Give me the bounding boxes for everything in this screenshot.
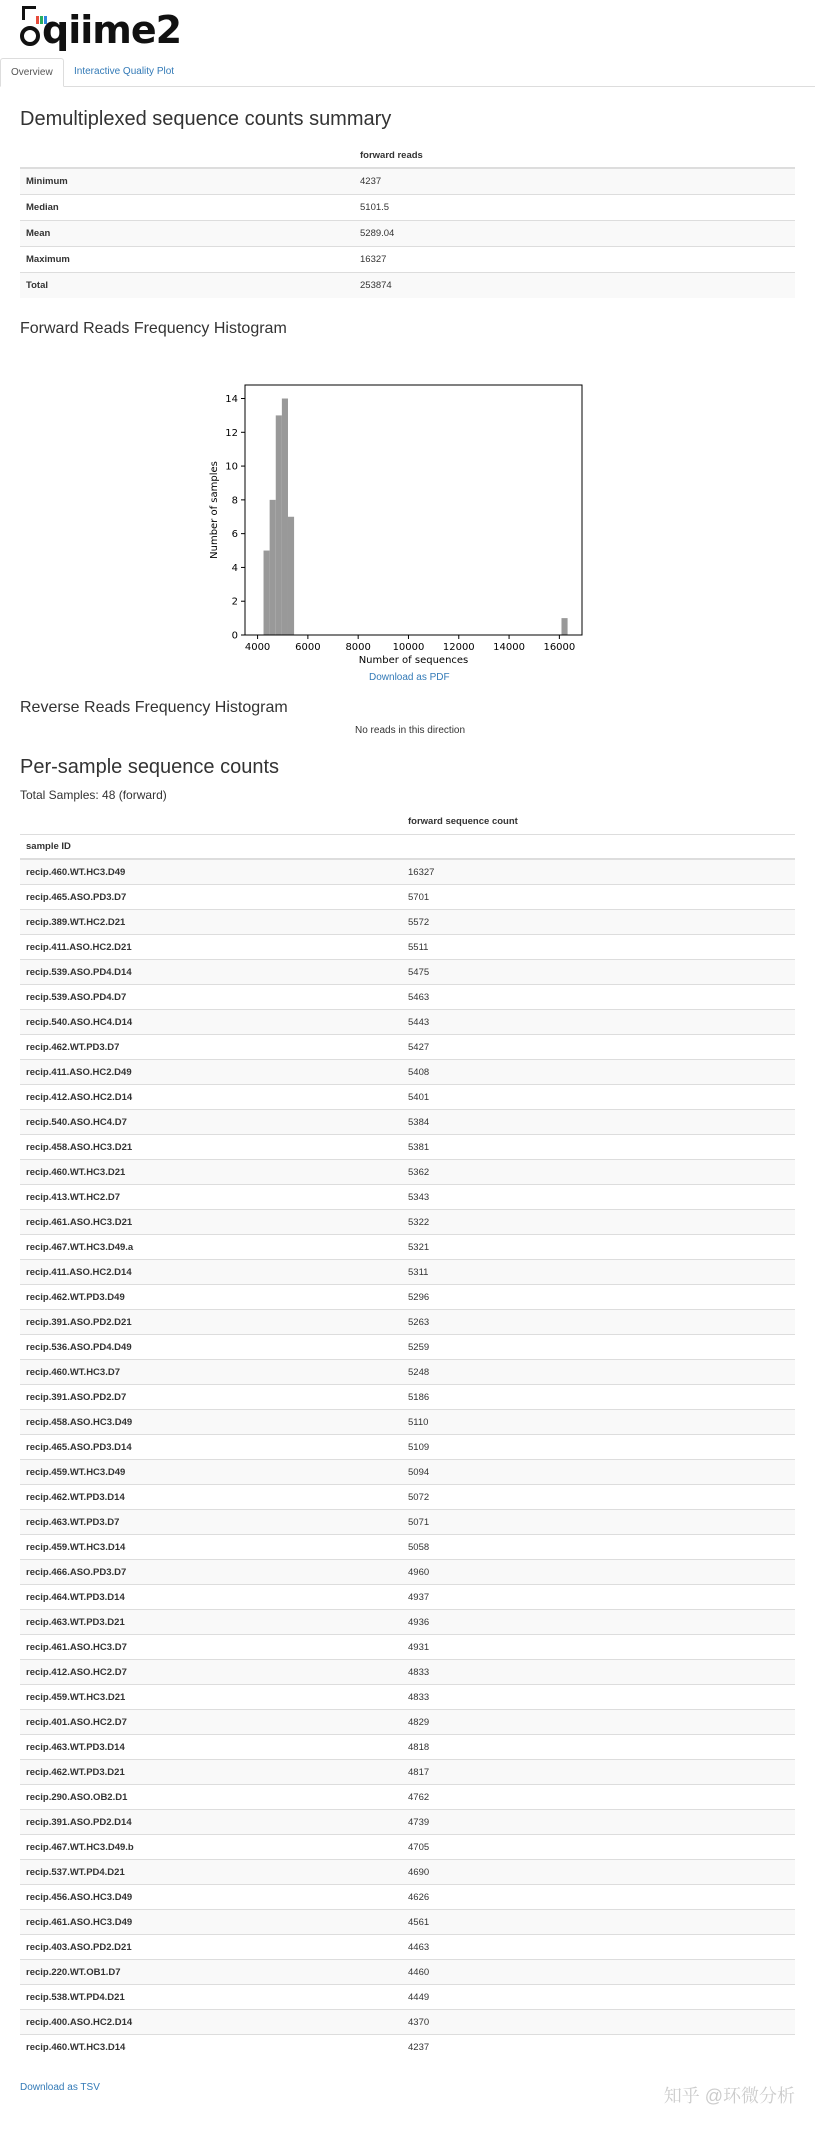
- sample-count-cell: 5311: [402, 1260, 795, 1285]
- sample-count-cell: 5071: [402, 1510, 795, 1535]
- sample-count-cell: 5427: [402, 1035, 795, 1060]
- table-row: [20, 1460, 795, 1485]
- table-row: [20, 1285, 795, 1310]
- sample-count-cell: 5381: [402, 1135, 795, 1160]
- sample-count-cell: 4463: [402, 1935, 795, 1960]
- table-row: [20, 935, 795, 960]
- no-reads-note: No reads in this direction: [355, 725, 466, 736]
- sample-id-cell: recip.461.ASO.HC3.D21: [20, 1210, 402, 1235]
- table-row: [20, 1985, 795, 2010]
- sample-id-cell: recip.464.WT.PD3.D14: [20, 1585, 402, 1610]
- sample-count-cell: 5321: [402, 1235, 795, 1260]
- sample-count-cell: 4460: [402, 1960, 795, 1985]
- sample-count-cell: 5701: [402, 885, 795, 910]
- sample-count-cell: 5408: [402, 1060, 795, 1085]
- table-row: [20, 2010, 795, 2035]
- sample-count-cell: 4817: [402, 1760, 795, 1785]
- summary-row: [20, 168, 795, 195]
- y-tick-label: 8: [231, 495, 238, 507]
- total-samples: [20, 788, 167, 802]
- sample-count-cell: 4960: [402, 1560, 795, 1585]
- table-row: [20, 1660, 795, 1685]
- tab-bar: [0, 58, 815, 87]
- tab-overview[interactable]: Overview: [0, 58, 64, 87]
- summary-table: [20, 143, 795, 298]
- sample-count-cell: 5248: [402, 1360, 795, 1385]
- sample-count-cell: 5572: [402, 910, 795, 935]
- sample-count-cell: 5362: [402, 1160, 795, 1185]
- sample-id-cell: recip.389.WT.HC2.D21: [20, 910, 402, 935]
- summary-column-header: forward reads: [354, 143, 795, 168]
- table-row: [20, 1610, 795, 1635]
- x-tick-label: 6000: [295, 642, 321, 653]
- logo-text: qiime2: [42, 8, 182, 52]
- table-row: [20, 1035, 795, 1060]
- sample-count-cell: 4762: [402, 1785, 795, 1810]
- sample-id-cell: recip.456.ASO.HC3.D49: [20, 1885, 402, 1910]
- sample-count-cell: 4833: [402, 1660, 795, 1685]
- tab-interactive-quality-plot[interactable]: Interactive Quality Plot: [74, 66, 175, 77]
- plot-frame: [245, 385, 582, 635]
- table-row: [20, 1535, 795, 1560]
- table-row: [20, 1910, 795, 1935]
- sample-id-cell: recip.403.ASO.PD2.D21: [20, 1935, 402, 1960]
- summary-row-value: 4237: [354, 168, 795, 195]
- table-row: [20, 960, 795, 985]
- table-row: [20, 1835, 795, 1860]
- sample-id-cell: recip.539.ASO.PD4.D7: [20, 985, 402, 1010]
- sample-count-cell: 5259: [402, 1335, 795, 1360]
- sample-id-cell: recip.459.WT.HC3.D14: [20, 1535, 402, 1560]
- sample-id-cell: recip.466.ASO.PD3.D7: [20, 1560, 402, 1585]
- per-sample-table: [20, 809, 795, 2059]
- x-tick-label: 12000: [442, 642, 475, 653]
- table-row: [20, 1760, 795, 1785]
- table-row: [20, 1960, 795, 1985]
- sample-count-cell: 4931: [402, 1635, 795, 1660]
- sample-id-cell: recip.465.ASO.PD3.D7: [20, 885, 402, 910]
- table-row: [20, 1335, 795, 1360]
- table-row: [20, 1485, 795, 1510]
- total-samples-value: 48 (forward): [102, 788, 167, 802]
- sample-id-cell: recip.460.WT.HC3.D14: [20, 2035, 402, 2060]
- sample-count-cell: 5511: [402, 935, 795, 960]
- x-tick-label: 14000: [493, 642, 525, 653]
- sample-count-cell: 4818: [402, 1735, 795, 1760]
- sample-count-cell: 16327: [402, 859, 795, 885]
- table-row: [20, 1710, 795, 1735]
- table-row: [20, 1685, 795, 1710]
- x-axis-label: Number of sequences: [358, 655, 469, 666]
- sample-id-cell: recip.463.WT.PD3.D21: [20, 1610, 402, 1635]
- table-row: [20, 1860, 795, 1885]
- sample-id-cell: recip.391.ASO.PD2.D7: [20, 1385, 402, 1410]
- sample-count-cell: 4370: [402, 2010, 795, 2035]
- sample-id-cell: recip.411.ASO.HC2.D21: [20, 935, 402, 960]
- table-row: [20, 1310, 795, 1335]
- table-row: [20, 1560, 795, 1585]
- sample-count-cell: 4449: [402, 1985, 795, 2010]
- sample-id-cell: recip.391.ASO.PD2.D21: [20, 1310, 402, 1335]
- sample-id-cell: recip.460.WT.HC3.D49: [20, 859, 402, 885]
- sample-id-cell: recip.463.WT.PD3.D14: [20, 1735, 402, 1760]
- sample-count-cell: 4705: [402, 1835, 795, 1860]
- sample-count-cell: 5322: [402, 1210, 795, 1235]
- summary-title: Demultiplexed sequence counts summary: [20, 108, 392, 130]
- sample-count-cell: 5343: [402, 1185, 795, 1210]
- sample-count-cell: 5263: [402, 1310, 795, 1335]
- watermark: 知乎 @环微分析: [663, 2086, 795, 2106]
- sample-id-cell: recip.460.WT.HC3.D21: [20, 1160, 402, 1185]
- table-row: [20, 1810, 795, 1835]
- sample-count-cell: 4833: [402, 1685, 795, 1710]
- histogram-bar: [561, 618, 567, 635]
- sample-id-cell: recip.462.WT.PD3.D14: [20, 1485, 402, 1510]
- sample-id-cell: recip.460.WT.HC3.D7: [20, 1360, 402, 1385]
- summary-row-value: 5101.5: [354, 195, 795, 221]
- sample-id-cell: recip.401.ASO.HC2.D7: [20, 1710, 402, 1735]
- summary-row: [20, 247, 795, 273]
- sample-id-cell: recip.463.WT.PD3.D7: [20, 1510, 402, 1535]
- table-row: [20, 1510, 795, 1535]
- table-row: [20, 1235, 795, 1260]
- x-tick-label: 4000: [244, 642, 271, 653]
- sample-id-cell: recip.538.WT.PD4.D21: [20, 1985, 402, 2010]
- table-row: [20, 1110, 795, 1135]
- y-tick-label: 2: [231, 596, 238, 608]
- reverse-hist-title: Reverse Reads Frequency Histogram: [20, 699, 288, 716]
- sample-count-cell: 5296: [402, 1285, 795, 1310]
- histogram-bar: [288, 517, 294, 635]
- sample-count-cell: 5058: [402, 1535, 795, 1560]
- y-tick-label: 14: [225, 394, 238, 406]
- download-tsv-link[interactable]: Download as TSV: [20, 2082, 100, 2093]
- sample-count-cell: 5110: [402, 1410, 795, 1435]
- histogram-bar: [276, 415, 282, 635]
- y-tick-label: 6: [231, 529, 238, 541]
- sample-count-cell: 4561: [402, 1910, 795, 1935]
- sample-id-cell: recip.458.ASO.HC3.D21: [20, 1135, 402, 1160]
- forward-hist-title: Forward Reads Frequency Histogram: [20, 320, 287, 337]
- table-row: [20, 859, 795, 885]
- sample-count-cell: 4237: [402, 2035, 795, 2060]
- sample-count-cell: 5443: [402, 1010, 795, 1035]
- summary-empty-header: [20, 143, 354, 168]
- table-row: [20, 910, 795, 935]
- sample-id-cell: recip.537.WT.PD4.D21: [20, 1860, 402, 1885]
- table-row: [20, 1435, 795, 1460]
- table-row: [20, 1410, 795, 1435]
- sample-id-cell: recip.461.ASO.HC3.D7: [20, 1635, 402, 1660]
- histogram-bar: [270, 500, 276, 635]
- table-row: [20, 1060, 795, 1085]
- summary-row-value: 5289.04: [354, 221, 795, 247]
- forward-reads-histogram: [200, 370, 620, 670]
- histogram-bar: [264, 551, 270, 635]
- per-sample-title: Per-sample sequence counts: [20, 756, 280, 778]
- sample-count-cell: 5401: [402, 1085, 795, 1110]
- sample-id-cell: recip.539.ASO.PD4.D14: [20, 960, 402, 985]
- table-row: [20, 1585, 795, 1610]
- sample-id-cell: recip.412.ASO.HC2.D7: [20, 1660, 402, 1685]
- summary-row: [20, 195, 795, 221]
- sample-id-cell: recip.461.ASO.HC3.D49: [20, 1910, 402, 1935]
- table-row: [20, 1260, 795, 1285]
- sample-count-cell: 5384: [402, 1110, 795, 1135]
- x-tick-label: 8000: [345, 642, 371, 653]
- table-row: [20, 885, 795, 910]
- download-pdf-link[interactable]: Download as PDF: [369, 672, 450, 683]
- table-row: [20, 1135, 795, 1160]
- sample-id-cell: recip.411.ASO.HC2.D14: [20, 1260, 402, 1285]
- sample-id-cell: recip.459.WT.HC3.D21: [20, 1685, 402, 1710]
- sample-count-cell: 5463: [402, 985, 795, 1010]
- table-row: [20, 1785, 795, 1810]
- summary-row-label: Median: [20, 195, 354, 221]
- summary-row-value: 253874: [354, 273, 795, 299]
- sample-count-cell: 4937: [402, 1585, 795, 1610]
- x-tick-label: 10000: [392, 642, 425, 653]
- table-row: [20, 1185, 795, 1210]
- sample-id-cell: recip.412.ASO.HC2.D14: [20, 1085, 402, 1110]
- sample-count-cell: 4690: [402, 1860, 795, 1885]
- sample-count-cell: 5109: [402, 1435, 795, 1460]
- histogram-bar: [282, 399, 288, 635]
- sample-count-cell: 4739: [402, 1810, 795, 1835]
- sample-id-cell: recip.536.ASO.PD4.D49: [20, 1335, 402, 1360]
- sample-count-cell: 4829: [402, 1710, 795, 1735]
- sample-id-cell: recip.462.WT.PD3.D7: [20, 1035, 402, 1060]
- y-tick-label: 10: [225, 461, 238, 473]
- sample-id-cell: recip.540.ASO.HC4.D7: [20, 1110, 402, 1135]
- table-row: [20, 1885, 795, 1910]
- qiime2-logo: [14, 4, 182, 54]
- table-row: [20, 1210, 795, 1235]
- table-row: [20, 985, 795, 1010]
- sample-count-cell: 5186: [402, 1385, 795, 1410]
- table-row: [20, 2035, 795, 2060]
- table-row: [20, 1635, 795, 1660]
- sample-count-cell: 5072: [402, 1485, 795, 1510]
- count-column-header: forward sequence count: [408, 816, 518, 827]
- sample-id-cell: recip.391.ASO.PD2.D14: [20, 1810, 402, 1835]
- sample-id-cell: recip.411.ASO.HC2.D49: [20, 1060, 402, 1085]
- summary-row-value: 16327: [354, 247, 795, 273]
- table-row: [20, 1360, 795, 1385]
- sample-id-header-blank: [402, 835, 795, 860]
- summary-row-label: Mean: [20, 221, 354, 247]
- sample-id-cell: recip.458.ASO.HC3.D49: [20, 1410, 402, 1435]
- y-tick-label: 0: [231, 630, 238, 642]
- total-samples-label: Total Samples:: [20, 788, 99, 802]
- sample-id-cell: recip.467.WT.HC3.D49.a: [20, 1235, 402, 1260]
- sample-count-cell: 5475: [402, 960, 795, 985]
- table-row: [20, 1735, 795, 1760]
- sample-id-cell: recip.467.WT.HC3.D49.b: [20, 1835, 402, 1860]
- sample-id-cell: recip.220.WT.OB1.D7: [20, 1960, 402, 1985]
- sample-id-cell: recip.400.ASO.HC2.D14: [20, 2010, 402, 2035]
- summary-row-label: Total: [20, 273, 354, 299]
- sample-count-cell: 5094: [402, 1460, 795, 1485]
- counts-empty-header: [20, 809, 402, 835]
- sample-id-cell: recip.462.WT.PD3.D21: [20, 1760, 402, 1785]
- sample-count-cell: 4626: [402, 1885, 795, 1910]
- summary-row-label: Maximum: [20, 247, 354, 273]
- sample-count-cell: 4936: [402, 1610, 795, 1635]
- table-row: [20, 1085, 795, 1110]
- sample-id-cell: recip.413.WT.HC2.D7: [20, 1185, 402, 1210]
- sample-id-header: sample ID: [20, 835, 402, 860]
- sample-id-cell: recip.465.ASO.PD3.D14: [20, 1435, 402, 1460]
- table-row: [20, 1385, 795, 1410]
- table-row: [20, 1010, 795, 1035]
- y-tick-label: 12: [225, 427, 238, 439]
- sample-id-cell: recip.459.WT.HC3.D49: [20, 1460, 402, 1485]
- sample-id-cell: recip.540.ASO.HC4.D14: [20, 1010, 402, 1035]
- table-row: [20, 1160, 795, 1185]
- summary-row-label: Minimum: [20, 168, 354, 195]
- y-tick-label: 4: [231, 562, 238, 574]
- sample-id-cell: recip.462.WT.PD3.D49: [20, 1285, 402, 1310]
- summary-row: [20, 221, 795, 247]
- table-row: [20, 1935, 795, 1960]
- sample-id-cell: recip.290.ASO.OB2.D1: [20, 1785, 402, 1810]
- summary-row: [20, 273, 795, 299]
- y-axis-label: Number of samples: [209, 461, 220, 559]
- x-tick-label: 16000: [543, 642, 576, 653]
